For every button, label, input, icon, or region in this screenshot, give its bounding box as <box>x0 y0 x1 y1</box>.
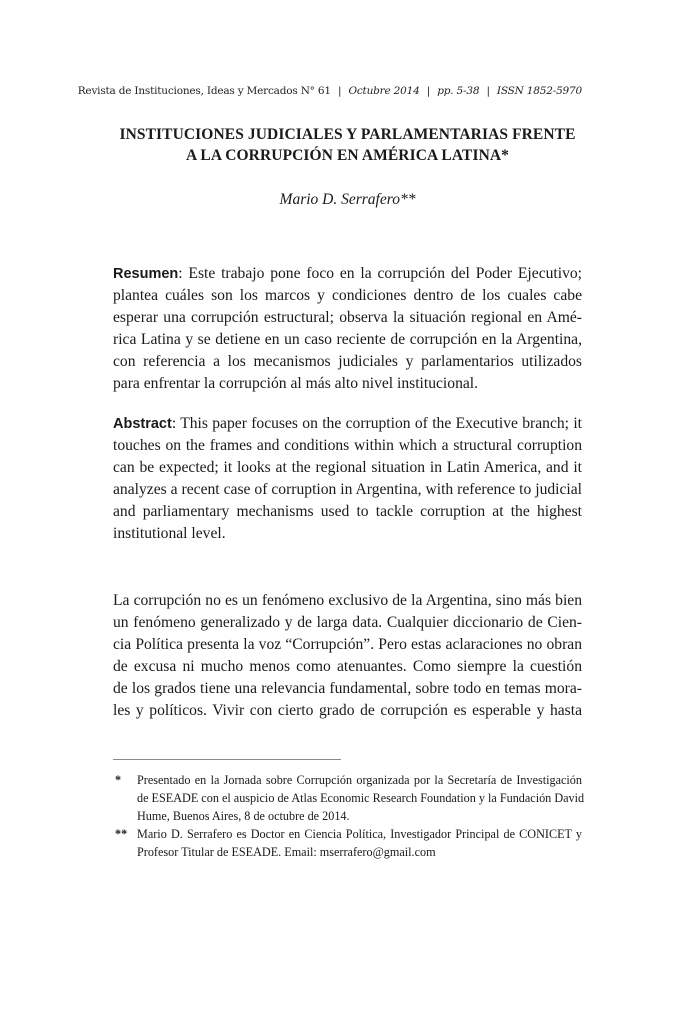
resumen-paragraph <box>113 263 582 395</box>
footnote <box>113 825 582 861</box>
text-line: de excusa ni mucho menos como atenuantes. Como siempre la cuestión <box>113 658 582 675</box>
footnote-line: Profesor Titular de ESEADE. Email: mserrafero@gmail.com <box>137 845 436 859</box>
text-line: esperar una corrupción estructural; observa la situación regional en Amé- <box>113 309 582 326</box>
page-range: pp. 5-38 <box>437 85 480 97</box>
author-name: Mario D. Serrafero** <box>279 191 416 208</box>
text-line: con referencia a los mecanismos judiciales y parlamentarios utilizados <box>113 353 582 370</box>
abstract-label: Abstract <box>113 416 172 432</box>
title-line: A LA CORRUPCIÓN EN AMÉRICA LATINA* <box>185 147 510 164</box>
running-head <box>78 85 582 97</box>
footnote-line: Hume, Buenos Aires, 8 de octubre de 2014. <box>137 809 350 823</box>
text-line: touches on the frames and conditions within which a structural corruption <box>113 437 582 454</box>
text-line: : Este trabajo pone foco en la corrupción del Poder Ejecutivo; <box>178 265 582 282</box>
footnote-line: de ESEADE con el auspicio de Atlas Economic Research Foundation y la Fundación David <box>137 791 585 805</box>
text-line: les y políticos. Vivir con cierto grado de corrupción es esperable y hasta <box>113 702 582 719</box>
issn: ISSN 1852-5970 <box>496 85 582 97</box>
text-line: analyzes a recent case of corruption in Argentina, with reference to judicial <box>113 481 582 498</box>
text-line: rica Latina y se detiene en un caso reciente de corrupción en la Argentina, <box>113 331 582 348</box>
footnotes <box>113 771 585 861</box>
text-line: La corrupción no es un fenómeno exclusivo de la Argentina, sino más bien <box>113 592 582 609</box>
text-line: : This paper focuses on the corruption of the Executive branch; it <box>171 415 582 432</box>
journal-name: Revista de Instituciones, Ideas y Mercados N° 61 <box>77 85 331 97</box>
text-line: cia Política presenta la voz “Corrupción”. Pero estas aclaraciones no obran <box>113 636 582 653</box>
footnote <box>113 771 585 825</box>
resumen-label: Resumen <box>113 266 179 282</box>
separator: | <box>337 85 342 97</box>
footnote-divider <box>113 759 341 760</box>
text-line: and parliamentary mechanisms used to tackle corruption at the highest <box>113 503 582 520</box>
body-paragraph <box>113 590 582 722</box>
text-line: institutional level. <box>113 525 226 542</box>
title-line: INSTITUCIONES JUDICIALES Y PARLAMENTARIAS FRENTE <box>119 126 576 143</box>
footnote-mark: * <box>115 773 122 787</box>
separator: | <box>486 85 490 97</box>
text-line: can be expected; it looks at the regional situation in Latin America, and it <box>113 459 582 476</box>
issue-date: Octubre 2014 <box>348 85 420 97</box>
text-line: de los grados tiene una relevancia fundamental, sobre todo en temas mora- <box>113 680 582 697</box>
text-line: para enfrentar la corrupción al más alto nivel institucional. <box>113 375 479 392</box>
abstract-paragraph <box>113 413 582 545</box>
footnote-line: Mario D. Serrafero es Doctor en Ciencia Política, Investigador Principal de CONICET y <box>137 827 582 841</box>
text-line: un fenómeno generalizado y de larga data. Cualquier diccionario de Cien- <box>113 614 582 631</box>
separator: | <box>426 85 431 97</box>
footnote-mark: ** <box>115 827 128 841</box>
article-title <box>113 124 582 166</box>
footnote-line: Presentado en la Jornada sobre Corrupción organizada por la Secretaría de Investigación <box>137 773 582 787</box>
text-line: plantea cuáles son los marcos y condiciones dentro de los cuales cabe <box>113 287 582 304</box>
